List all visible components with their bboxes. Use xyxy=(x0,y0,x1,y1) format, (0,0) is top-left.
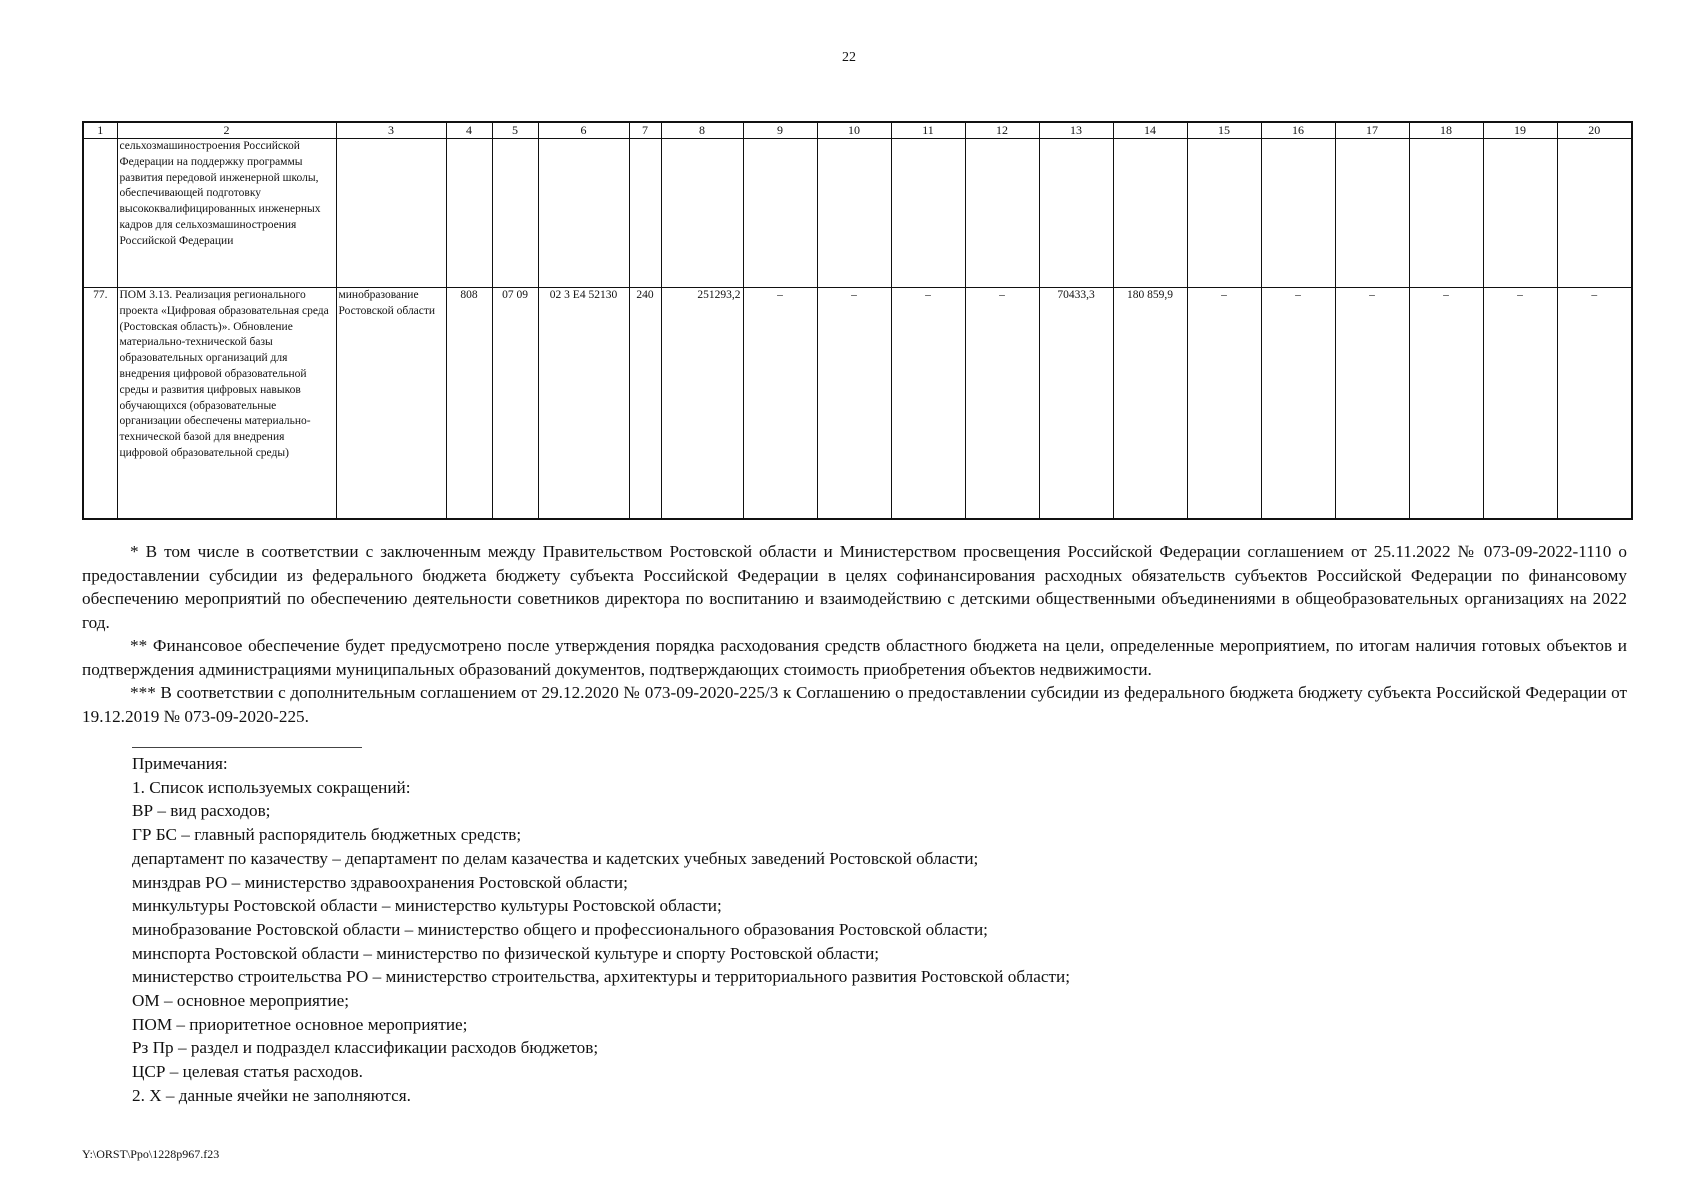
year-cell xyxy=(817,139,891,288)
year-cell: 70433,3 xyxy=(1039,288,1113,520)
table-header-row xyxy=(83,122,1632,139)
note-line: 1. Список используемых сокращений: xyxy=(132,777,411,797)
executor-cell xyxy=(336,139,446,288)
column-header: 10 xyxy=(817,122,891,139)
executor-cell: минобразование Ростовской области xyxy=(336,288,446,520)
column-header: 1 xyxy=(83,122,117,139)
year-cell xyxy=(1113,139,1187,288)
vr-cell: 240 xyxy=(629,288,661,520)
activity-description: ПОМ 3.13. Реализация регионального проекта «Цифровая образовательная среда (Ростовская область)». Обновление материально-технической базы образовательных организаций для внедрения цифровой образовательной среды и развития цифровых навыков обучающихся (образовательные организации обеспечены материально-технической базой для внедрения цифровой образовательной среды) xyxy=(117,288,336,520)
notes-heading: Примечания: xyxy=(132,754,228,773)
column-header: 19 xyxy=(1483,122,1557,139)
notes-separator xyxy=(132,747,362,748)
note-line: минобразование Ростовской области – министерство общего и профессионального образования Ростовской области; xyxy=(132,919,988,939)
year-cell: – xyxy=(1187,288,1261,520)
column-header: 2 xyxy=(117,122,336,139)
vr-cell xyxy=(629,139,661,288)
csr-cell xyxy=(538,139,629,288)
note-line: министерство строительства РО – министерство строительства, архитектуры и территориального развития Ростовской области; xyxy=(132,967,1070,987)
year-cell xyxy=(1483,139,1557,288)
rzpr-cell: 07 09 xyxy=(492,288,538,520)
column-header: 3 xyxy=(336,122,446,139)
row-number: 77. xyxy=(83,288,117,520)
column-header: 12 xyxy=(965,122,1039,139)
column-header: 7 xyxy=(629,122,661,139)
note-line: ЦСР – целевая статья расходов. xyxy=(132,1062,363,1082)
notes-block xyxy=(132,752,1532,1108)
year-cell: – xyxy=(1557,288,1632,520)
column-header: 20 xyxy=(1557,122,1632,139)
note-line: Рз Пр – раздел и подраздел классификации расходов бюджетов; xyxy=(132,1038,599,1058)
year-cell xyxy=(1261,139,1335,288)
column-header: 9 xyxy=(743,122,817,139)
year-cell: – xyxy=(965,288,1039,520)
column-header: 4 xyxy=(446,122,492,139)
row-number xyxy=(83,139,117,288)
total-cell xyxy=(661,139,743,288)
note-line: ПОМ – приоритетное основное мероприятие; xyxy=(132,1014,468,1034)
grbs-cell xyxy=(446,139,492,288)
column-header: 11 xyxy=(891,122,965,139)
year-cell: – xyxy=(817,288,891,520)
activity-description: сельхозмашиностроения Российской Федерации на поддержку программы развития передовой инженерной школы, обеспечивающей подготовку высококвалифицированных инженерных кадров для сельхозмашиностроения Российской Федерации xyxy=(117,139,336,288)
csr-cell: 02 3 Е4 52130 xyxy=(538,288,629,520)
year-cell xyxy=(1557,139,1632,288)
year-cell: – xyxy=(1409,288,1483,520)
footnote-single-asterisk: * В том числе в соответствии с заключенным между Правительством Ростовской области и Министерством просвещения Российской Федерации соглашением от 25.11.2022 № 073-09-2022-1110 о предоставлении субсидии из федерального бюджета бюджету субъекта Российской Федерации в целях софинансирования расходных обязательств субъектов Российской Федерации по финансовому обеспечению мероприятий по обеспечению деятельности советников директора по воспитанию и взаимодействию с детскими общественными объединениями в общеобразовательных организациях на 2022 год. xyxy=(82,542,1627,632)
year-cell xyxy=(1409,139,1483,288)
year-cell xyxy=(891,139,965,288)
note-line: минспорта Ростовской области – министерство по физической культуре и спорту Ростовской области; xyxy=(132,943,880,963)
grbs-cell: 808 xyxy=(446,288,492,520)
column-header: 8 xyxy=(661,122,743,139)
year-cell: – xyxy=(1335,288,1409,520)
note-line: ОМ – основное мероприятие; xyxy=(132,991,350,1011)
note-line: департамент по казачеству – департамент по делам казачества и кадетских учебных заведений Ростовской области; xyxy=(132,848,979,868)
column-header: 16 xyxy=(1261,122,1335,139)
year-cell xyxy=(1187,139,1261,288)
note-line: ВР – вид расходов; xyxy=(132,801,271,821)
column-header: 15 xyxy=(1187,122,1261,139)
note-line: 2. Х – данные ячейки не заполняются. xyxy=(132,1085,411,1105)
rzpr-cell xyxy=(492,139,538,288)
year-cell: – xyxy=(891,288,965,520)
footnotes xyxy=(82,540,1627,728)
column-header: 13 xyxy=(1039,122,1113,139)
year-cell xyxy=(1335,139,1409,288)
year-cell: 180 859,9 xyxy=(1113,288,1187,520)
year-cell xyxy=(1039,139,1113,288)
footnote-triple-asterisk: *** В соответствии с дополнительным соглашением от 29.12.2020 № 073-09-2020-225/3 к Соглашению о предоставлении субсидии из федерального бюджета бюджету субъекта Российской Федерации от 19.12.2019 № 073-09-2020-225. xyxy=(82,683,1627,726)
year-cell: – xyxy=(743,288,817,520)
year-cell xyxy=(965,139,1039,288)
table-row xyxy=(83,288,1632,520)
total-cell: 251293,2 xyxy=(661,288,743,520)
note-line: минздрав РО – министерство здравоохранения Ростовской области; xyxy=(132,872,628,892)
note-line: минкультуры Ростовской области – министерство культуры Ростовской области; xyxy=(132,896,722,916)
column-header: 18 xyxy=(1409,122,1483,139)
note-line: ГР БС – главный распорядитель бюджетных средств; xyxy=(132,825,522,845)
column-header: 5 xyxy=(492,122,538,139)
file-path: Y:\ORST\Ppo\1228p967.f23 xyxy=(82,1147,220,1161)
column-header: 6 xyxy=(538,122,629,139)
column-header: 14 xyxy=(1113,122,1187,139)
year-cell: – xyxy=(1261,288,1335,520)
footnote-double-asterisk: ** Финансовое обеспечение будет предусмотрено после утверждения порядка расходования средств областного бюджета на цели, определенные мероприятием, по итогам наличия готовых объектов и подтверждения администрациями муниципальных образований документов, подтверждающих стоимость приобретения объектов недвижимости. xyxy=(82,636,1627,679)
year-cell: – xyxy=(1483,288,1557,520)
budget-table xyxy=(82,121,1633,520)
table-row xyxy=(83,139,1632,288)
year-cell xyxy=(743,139,817,288)
column-header: 17 xyxy=(1335,122,1409,139)
page-number: 22 xyxy=(842,50,856,65)
